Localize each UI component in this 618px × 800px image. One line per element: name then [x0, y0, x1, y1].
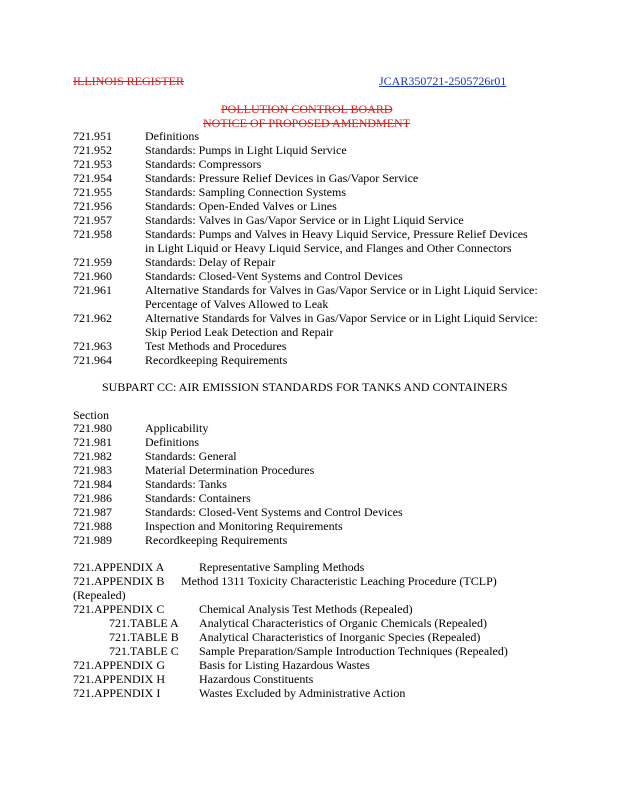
section-number: 721.986	[73, 491, 112, 505]
section-number: 721.987	[73, 505, 112, 519]
section-title: Standards: Pumps in Light Liquid Service	[145, 143, 347, 157]
list-item	[73, 505, 573, 519]
section-title: Standards: Delay of Repair	[145, 255, 276, 269]
section-number: 721.989	[73, 533, 112, 547]
table-title: Analytical Characteristics of Organic Chemicals (Repealed)	[199, 616, 487, 630]
list-item	[73, 491, 573, 505]
appendix-title: Basis for Listing Hazardous Wastes	[199, 658, 370, 672]
list-item	[73, 199, 573, 213]
section-number: 721.984	[73, 477, 112, 491]
section-number: 721.963	[73, 339, 112, 353]
section-title: Test Methods and Procedures	[145, 339, 287, 353]
appendix-title: Chemical Analysis Test Methods (Repealed)	[199, 602, 413, 616]
appendix-title: Representative Sampling Methods	[199, 560, 365, 574]
section-title: Standards: Open-Ended Valves or Lines	[145, 199, 337, 213]
section-number: 721.955	[73, 185, 112, 199]
list-item	[73, 435, 573, 449]
section-number: 721.961	[73, 283, 112, 297]
section-title-continued: Percentage of Valves Allowed to Leak	[145, 297, 329, 311]
list-item	[73, 269, 573, 283]
section-title: Definitions	[145, 129, 199, 143]
appendix-number: 721.APPENDIX A	[73, 560, 165, 574]
section-title: Alternative Standards for Valves in Gas/Vapor Service or in Light Liquid Service:	[145, 283, 538, 297]
list-item	[73, 129, 573, 143]
section-title: Recordkeeping Requirements	[145, 353, 288, 367]
list-item	[73, 157, 573, 171]
section-number: 721.953	[73, 157, 112, 171]
section-number: 721.980	[73, 421, 112, 435]
section-title: Standards: Valves in Gas/Vapor Service or in Light Liquid Service	[145, 213, 464, 227]
appendix-number: 721.APPENDIX G	[73, 658, 166, 672]
table-number: 721.TABLE B	[109, 630, 179, 644]
list-item	[73, 171, 573, 185]
board-title: POLLUTION CONTROL BOARD	[221, 102, 393, 116]
list-item	[73, 213, 573, 227]
appendix-number: 721.APPENDIX B	[73, 574, 165, 588]
section-number: 721.960	[73, 269, 112, 283]
list-item	[73, 353, 573, 367]
section-title: Material Determination Procedures	[145, 463, 315, 477]
table-title: Analytical Characteristics of Inorganic Species (Repealed)	[199, 630, 481, 644]
section-number: 721.959	[73, 255, 112, 269]
section-number: 721.954	[73, 171, 112, 185]
section-number: 721.957	[73, 213, 112, 227]
section-title: Standards: Compressors	[145, 157, 262, 171]
table-number: 721.TABLE C	[109, 644, 179, 658]
list-item	[73, 283, 573, 297]
list-item	[73, 311, 573, 325]
appendix-title: Hazardous Constituents	[199, 672, 314, 686]
list-item	[73, 143, 573, 157]
list-item	[73, 421, 573, 435]
section-number: 721.951	[73, 129, 112, 143]
appendix-title: Wastes Excluded by Administrative Action	[199, 686, 406, 700]
list-item	[73, 449, 573, 463]
jcar-code-link[interactable]: JCAR350721-2505726r01	[379, 74, 507, 88]
section-title: Applicability	[145, 421, 209, 435]
section-title: Standards: Tanks	[145, 477, 227, 491]
section-title: Recordkeeping Requirements	[145, 533, 288, 547]
list-item	[73, 185, 573, 199]
section-number: 721.964	[73, 353, 112, 367]
appendix-number: 721.APPENDIX H	[73, 672, 166, 686]
list-item	[73, 519, 573, 533]
section-title: Standards: Containers	[145, 491, 251, 505]
table-number: 721.TABLE A	[109, 616, 179, 630]
section-title: Standards: Sampling Connection Systems	[145, 185, 346, 199]
section-number: 721.988	[73, 519, 112, 533]
list-item	[73, 339, 573, 353]
table-title: Sample Preparation/Sample Introduction Techniques (Repealed)	[199, 644, 508, 658]
section-title: Standards: Closed-Vent Systems and Control Devices	[145, 505, 403, 519]
list-item	[73, 255, 573, 269]
section-number: 721.962	[73, 311, 112, 325]
appendix-number: 721.APPENDIX C	[73, 602, 165, 616]
notice-title: NOTICE OF PROPOSED AMENDMENT	[203, 116, 411, 130]
section-title-continued: Skip Period Leak Detection and Repair	[145, 325, 334, 339]
section-title: Standards: General	[145, 449, 237, 463]
section-number: 721.981	[73, 435, 112, 449]
section-title: Standards: Pumps and Valves in Heavy Liquid Service, Pressure Relief Devices	[145, 227, 528, 241]
list-item	[73, 227, 573, 241]
appendix-title-continued: (Repealed)	[73, 588, 126, 602]
section-title: Standards: Closed-Vent Systems and Control Devices	[145, 269, 403, 283]
list-item	[73, 477, 573, 491]
appendix-title: Method 1311 Toxicity Characteristic Leaching Procedure (TCLP)	[181, 574, 497, 588]
section-label: Section	[73, 408, 109, 422]
list-item	[73, 463, 573, 477]
section-number: 721.982	[73, 449, 112, 463]
section-number: 721.983	[73, 463, 112, 477]
section-title: Standards: Pressure Relief Devices in Gas/Vapor Service	[145, 171, 419, 185]
section-number: 721.958	[73, 227, 112, 241]
list-item	[73, 533, 573, 547]
appendix-number: 721.APPENDIX I	[73, 686, 161, 700]
register-header: ILLINOIS REGISTER	[73, 74, 184, 88]
section-title: Alternative Standards for Valves in Gas/Vapor Service or in Light Liquid Service:	[145, 311, 538, 325]
section-title: Definitions	[145, 435, 199, 449]
section-number: 721.952	[73, 143, 112, 157]
section-number: 721.956	[73, 199, 112, 213]
subpart-heading: SUBPART CC: AIR EMISSION STANDARDS FOR TANKS AND CONTAINERS	[102, 380, 508, 394]
section-title: Inspection and Monitoring Requirements	[145, 519, 343, 533]
section-title-continued: in Light Liquid or Heavy Liquid Service, and Flanges and Other Connectors	[145, 241, 512, 255]
